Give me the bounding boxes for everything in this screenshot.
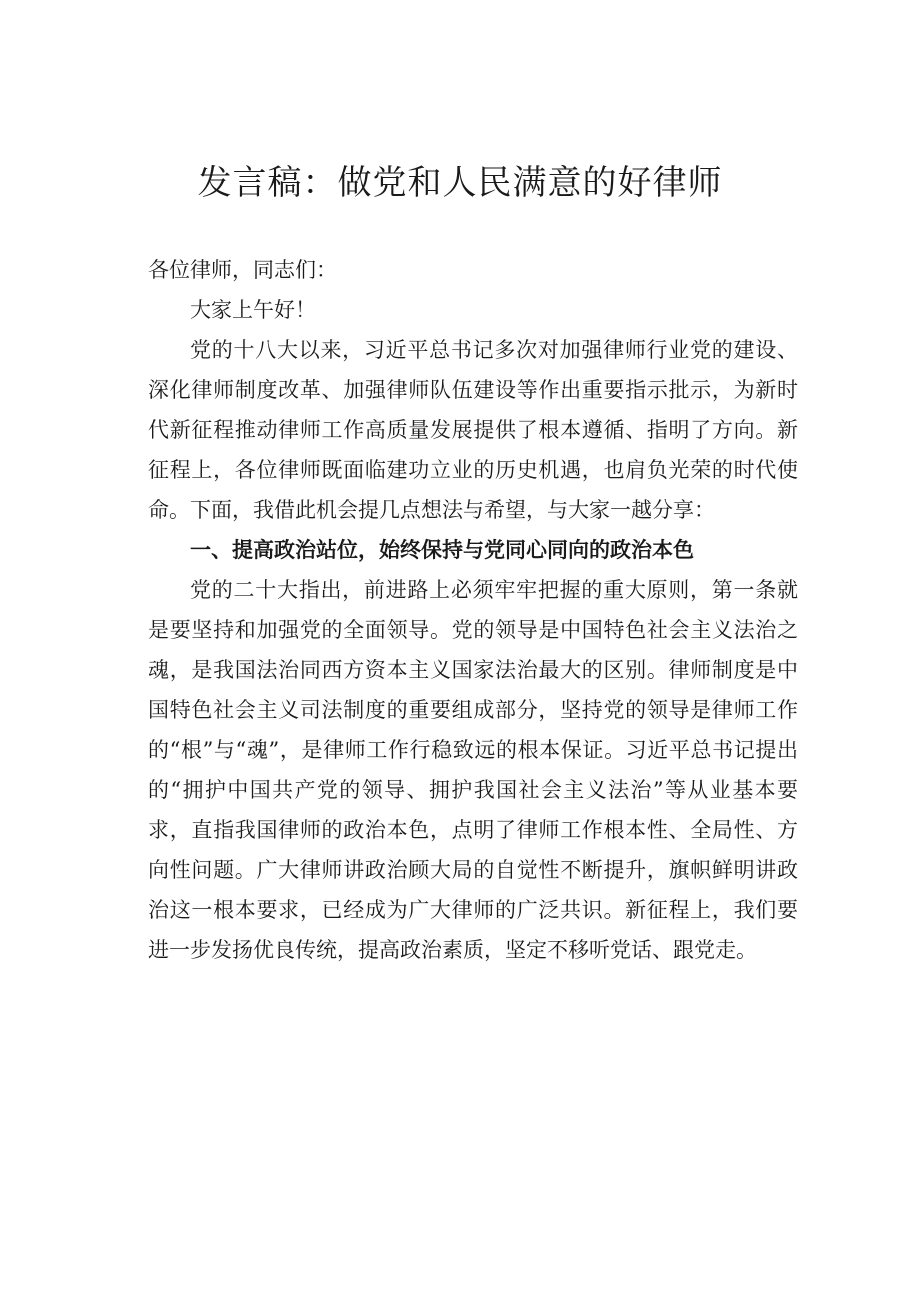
document-body — [148, 250, 798, 970]
document-title: 发言稿：做党和人民满意的好律师 — [197, 163, 723, 203]
intro-paragraph: 党的十八大以来，习近平总书记多次对加强律师行业党的建设、深化律师制度改革、加强律师队伍建设等作出重要指示批示，为新时代新征程推动律师工作高质量发展提供了根本遵循、指明了方向。新征程上，各位律师既面临建功立业的历史机遇，也肩负光荣的时代使命。下面，我借此机会提几点想法与希望，与大家一越分享： — [148, 338, 798, 522]
salutation: 各位律师，同志们： — [148, 258, 337, 282]
section-heading-1: 一、提高政治站位，始终保持与党同心同向的政治本色 — [190, 538, 694, 562]
section-1-paragraph: 党的二十大指出，前进路上必须牢牢把握的重大原则，第一条就是要坚持和加强党的全面领导。党的领导是中国特色社会主义法治之魂，是我国法治同西方资本主义国家法治最大的区别。律师制度是中国特色社会主义司法制度的重要组成部分，坚持党的领导是律师工作的“根”与“魂”，是律师工作行稳致远的根本保证。习近平总书记提出的“拥护中国共产党的领导、拥护我国社会主义法治”等从业基本要求，直指我国律师的政治本色，点明了律师工作根本性、全局性、方向性问题。广大律师讲政治顾大局的自觉性不断提升，旗帜鲜明讲政治这一根本要求，已经成为广大律师的广泛共识。新征程上，我们要进一步发扬优良传统，提高政治素质，坚定不移听党话、跟党走。 — [148, 578, 798, 962]
greeting: 大家上午好！ — [190, 298, 316, 322]
